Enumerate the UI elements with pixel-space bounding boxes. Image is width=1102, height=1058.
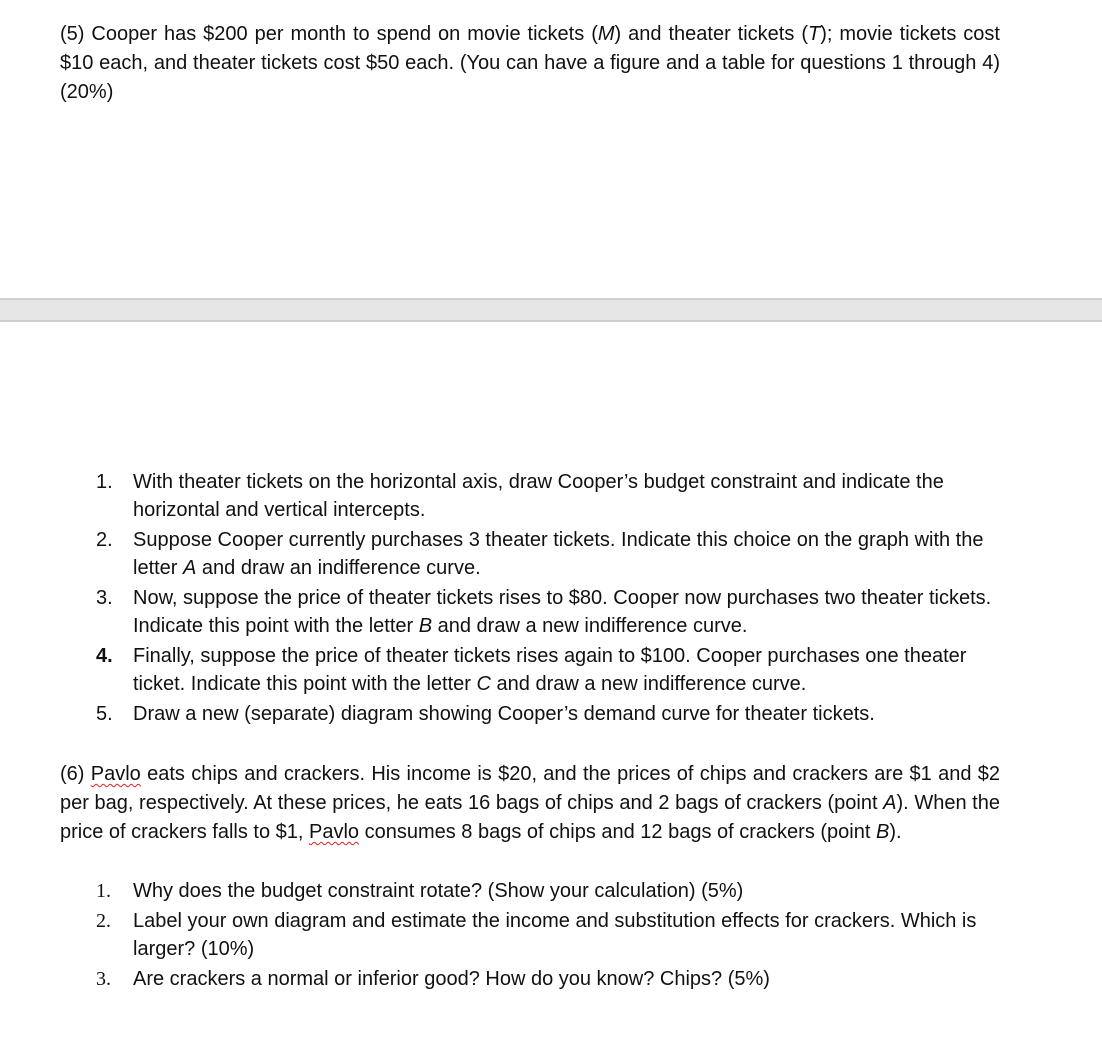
spellcheck-underlined-word: Pavlo [90, 763, 141, 785]
list-item: 1. Why does the budget constraint rotate? (Show your calculation) (5%) [96, 880, 744, 902]
list-item: 4. Finally, suppose the price of theater tickets rises again to $100. Cooper purchases one theater ticket. Indicate this point with the letter C and draw a new indifference curve. [96, 645, 967, 695]
list-item: 2. Label your own diagram and estimate the income and substitution effects for crackers. Which is larger? (10%) [96, 910, 977, 960]
question-6-list [96, 877, 1000, 995]
page-break-divider [0, 298, 1102, 322]
spellcheck-underlined-word: Pavlo [308, 821, 360, 843]
question-5-intro: (5) Cooper has $200 per month to spend on movie tickets (M) and theater tickets (T); movie tickets cost $10 each, and theater tickets cost $50 each. (You can have a figure and a table for questions 1 through 4) (20%) [60, 23, 1000, 103]
list-item: 2. Suppose Cooper currently purchases 3 theater tickets. Indicate this choice on the graph with the letter A and draw an indifference curve. [96, 529, 984, 579]
list-item: 1. With theater tickets on the horizontal axis, draw Cooper’s budget constraint and indicate the horizontal and vertical intercepts. [96, 471, 944, 521]
list-item: 3. Are crackers a normal or inferior good? How do you know? Chips? (5%) [96, 968, 770, 990]
list-item: 5. Draw a new (separate) diagram showing Cooper’s demand curve for theater tickets. [96, 703, 875, 725]
question-6-intro: (6) Pavlo eats chips and crackers. His income is $20, and the prices of chips and crackers are $1 and $2 per bag, respectively. At these prices, he eats 16 bags of chips and 2 bags of crackers (point A). When the price of crackers falls to $1, Pavlo consumes 8 bags of chips and 12 bags of crackers (point B). [60, 763, 1001, 843]
question-5-list [96, 468, 1000, 730]
list-item: 3. Now, suppose the price of theater tickets rises to $80. Cooper now purchases two theater tickets. Indicate this point with the letter B and draw a new indifference curve. [96, 587, 992, 637]
